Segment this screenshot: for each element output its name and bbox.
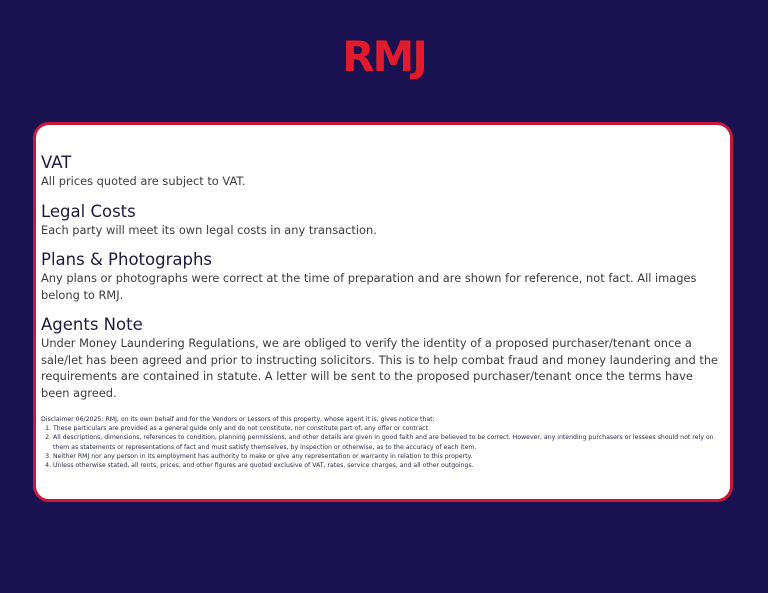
terms-card (33, 122, 733, 502)
legal-costs-heading: Legal Costs (41, 201, 136, 221)
disclaimer (41, 415, 723, 470)
disclaimer-item: 4. Unless otherwise stated, all rents, prices, and other figures are quoted exclusive of VAT, rates, service charges, and all other outgoings. (53, 461, 723, 470)
legal-costs-section (41, 202, 723, 239)
disclaimer-item: 1. These particulars are provided as a general guide only and do not constitute, nor constitute part of, any offer or contract. (53, 424, 723, 433)
plans-photographs-heading: Plans & Photographs (41, 250, 213, 269)
vat-heading: VAT (41, 153, 72, 172)
terms-content (41, 153, 723, 470)
disclaimer-item: 3. Neither RMJ nor any person in its employment has authority to make or give any representation or warranty in relation to this property. (53, 452, 723, 461)
rmj-logo: RMJ (342, 32, 426, 81)
plans-photographs-text: Any plans or photographs were correct at the time of preparation and are shown for reference, not fact. All images belong to RMJ. (41, 271, 697, 302)
vat-text: All prices quoted are subject to VAT. (41, 174, 246, 188)
agents-note-heading: Agents Note (41, 315, 143, 334)
legal-costs-text: Each party will meet its own legal costs in any transaction. (41, 222, 377, 237)
disclaimer-intro: Disclaimer 06/2025: RMJ, on its own behalf and for the Vendors or Lessors of this property, whose agent it is, gives notice that: (41, 416, 435, 423)
disclaimer-item: 2. All descriptions, dimensions, references to condition, planning permissions, and other details are given in good faith and are believed to be correct. However, any intending purchasers or lessees should not rely on them as statements or representations of fact and must satisfy themselves, by inspection or otherwise, as to the accuracy of each item. (53, 433, 723, 451)
vat-section (41, 153, 723, 190)
agents-note-section (41, 315, 723, 401)
plans-photographs-section (41, 250, 723, 303)
agents-note-text: Under Money Laundering Regulations, we are obliged to verify the identity of a proposed purchaser/tenant once a sale/let has been agreed and prior to instructing solicitors. This is to help combat fraud and money laundering and the requirements are contained in statute. A letter will be sent to the proposed purchaser/tenant once the terms have been agreed. (41, 336, 719, 400)
disclaimer-list (41, 424, 723, 470)
